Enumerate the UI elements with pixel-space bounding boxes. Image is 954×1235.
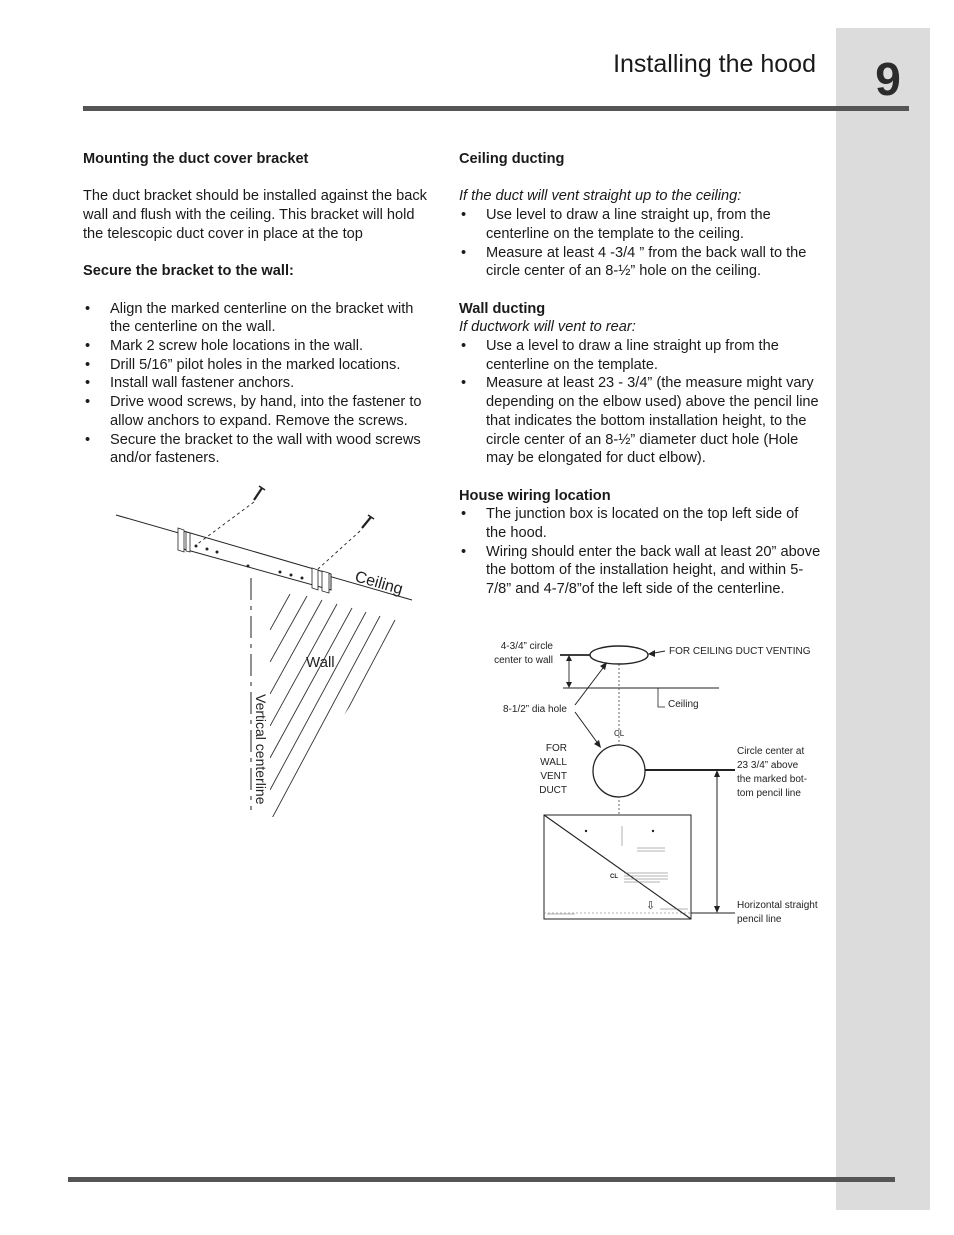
wall-vent-label: WALL	[540, 757, 567, 768]
centerline-label: Vertical centerline	[253, 694, 269, 805]
left-column	[83, 150, 433, 468]
circle-center-note: 23 3/4” above	[737, 760, 799, 771]
footer-divider	[68, 1177, 895, 1182]
wall-hatching	[270, 594, 412, 828]
centerline-symbol: CL	[614, 729, 625, 738]
page-number: 9	[875, 53, 901, 105]
ceiling-label: Ceiling	[668, 699, 699, 710]
list-item: • Install wall fastener anchors.	[83, 374, 433, 393]
section-heading-ceiling-ducting: Ceiling ducting	[459, 151, 565, 167]
bracket-paragraph: The duct bracket should be installed against the back wall and flush with the ceiling. This bracket will hold the telescopic duct cover in place at the top	[83, 188, 427, 242]
wall-label: Wall	[306, 654, 335, 671]
ceiling-duct-hole	[590, 646, 648, 664]
section-heading-house-wiring: House wiring location	[459, 487, 611, 504]
ceiling-label: Ceiling	[352, 568, 405, 599]
pencil-line-label: pencil line	[737, 914, 782, 925]
list-item: • Measure at least 23 - 3/4” (the measure might vary depending on the elbow used) above the pencil line that indicates the bottom installation height, to the circle center of an 8-½” diameter duct hole (Hole may be elongated for duct elbow).	[459, 374, 821, 468]
header-divider	[83, 106, 909, 111]
circle-center-note: the marked bot-	[737, 774, 808, 785]
right-column	[459, 150, 821, 599]
list-item: • Secure the bracket to the wall with wood screws and/or fasteners.	[83, 431, 433, 468]
list-item: • Measure at least 4 -3/4 ” from the back wall to the circle center of an 8-½” hole on the ceiling.	[459, 244, 821, 281]
ceiling-intro: If the duct will vent straight up to the ceiling:	[459, 188, 742, 205]
circle-center-note: tom pencil line	[737, 788, 801, 799]
svg-text:CL: CL	[610, 874, 618, 880]
list-item: • Use level to draw a line straight up, from the centerline on the template to the ceiling.	[459, 206, 821, 243]
bracket-steps-list	[83, 300, 433, 468]
wall-vent-label: VENT	[540, 771, 567, 782]
screw-icon	[318, 515, 374, 569]
ceiling-steps-list	[459, 206, 821, 281]
bracket	[180, 530, 331, 590]
list-item: • Use a level to draw a line straight up from the centerline on the template.	[459, 337, 821, 374]
circle-center-note: Circle center at	[737, 746, 805, 757]
section-heading-wall-ducting: Wall ducting	[459, 300, 546, 317]
ceiling-venting-label: FOR CEILING DUCT VENTING	[669, 646, 811, 657]
list-item: • Align the marked centerline on the bracket with the centerline on the wall.	[83, 300, 433, 337]
wiring-steps-list	[459, 505, 821, 599]
circle-center-label: center to wall	[494, 655, 553, 666]
list-item: • Drill 5/16” pilot holes in the marked locations.	[83, 356, 433, 375]
wall-vent-label: FOR	[545, 743, 567, 754]
duct-venting-figure	[480, 630, 825, 930]
wall-intro: If ductwork will vent to rear:	[459, 319, 636, 336]
screw-icon	[196, 486, 265, 545]
bracket-installation-figure	[100, 478, 440, 828]
list-item: • Drive wood screws, by hand, into the fastener to allow anchors to expand. Remove the screws.	[83, 393, 433, 430]
wall-duct-hole	[593, 745, 645, 797]
list-item: • Wiring should enter the back wall at least 20” above the bottom of the installation height, and within 5-7/8” and 4-7/8”of the left side of the centerline.	[459, 543, 821, 599]
list-item: • The junction box is located on the top left side of the hood.	[459, 505, 821, 542]
pencil-line-label: Horizontal straight	[737, 900, 818, 911]
wall-steps-list	[459, 337, 821, 468]
wall-vent-label: DUCT	[539, 785, 567, 796]
circle-center-label: 4-3/4” circle	[500, 641, 553, 652]
arrow-down-icon: ⇩	[646, 900, 656, 912]
page-tab-sidebar	[836, 28, 930, 1210]
section-heading-secure-bracket: Secure the bracket to the wall:	[83, 263, 294, 280]
section-heading-duct-bracket: Mounting the duct cover bracket	[83, 151, 309, 167]
dia-hole-label: 8-1/2” dia hole	[503, 704, 567, 715]
page-title: Installing the hood	[613, 50, 816, 78]
list-item: • Mark 2 screw hole locations in the wall.	[83, 337, 433, 356]
